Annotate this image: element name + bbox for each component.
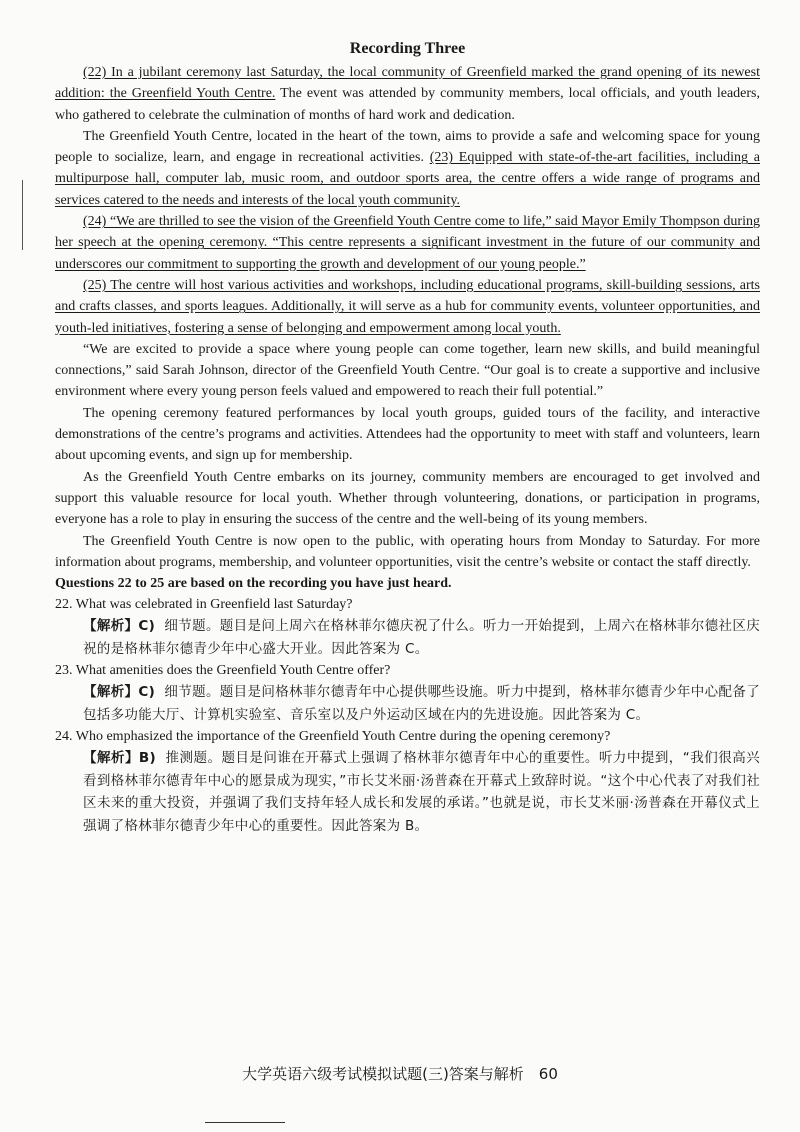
paragraph-25: [55, 275, 760, 339]
question-23: 23. What amenities does the Greenfield Youth Centre offer?: [55, 663, 391, 679]
underlined-answer-24: (24) “We are thrilled to see the vision of the Greenfield Youth Centre come to life,” said Mayor Emily Thompson during her speech at the opening ceremony. “This centre represents a significant investment in the future of our community and underscores our commitment to supporting the growth and development of our young people.”: [55, 214, 760, 272]
paragraph-6: The opening ceremony featured performances by local youth groups, guided tours of the facility, and interactive demonstrations of the centre’s programs and activities. Attendees had the opportunity to meet with staff and volunteers, learn about upcoming events, and sign up for membership.: [55, 405, 760, 464]
question-24: 24. Who emphasized the importance of the Greenfield Youth Centre during the opening ceremony?: [55, 729, 611, 745]
page-footer: 大学英语六级考试模拟试题(三)答案与解析 60: [242, 1065, 558, 1083]
analysis-22: 【解析】C) 细节题。题目是问上周六在格林菲尔德庆祝了什么。听力一开始提到，上周六在格林菲尔德社区庆祝的是格林菲尔德青少年中心盛大开业。因此答案为 C。: [83, 618, 760, 657]
section-heading: Recording Three: [349, 40, 466, 57]
paragraph-8: The Greenfield Youth Centre is now open to the public, with operating hours from Monday to Saturday. For more information about programs, membership, and volunteer opportunities, visit the centre’s website or contact the staff directly.: [55, 533, 760, 570]
questions-heading: Questions 22 to 25 are based on the recording you have just heard.: [55, 576, 452, 592]
analysis-23: 【解析】C) 细节题。题目是问格林菲尔德青年中心提供哪些设施。听力中提到，格林菲尔德青少年中心配备了包括多功能大厅、计算机实验室、音乐室以及户外运动区域在内的先进设施。因此答案为 C。: [83, 684, 760, 723]
underlined-answer-25: (25) The centre will host various activities and workshops, including educational programs, skill-building sessions, arts and crafts classes, and sports leagues. Additionally, it will serve as a hub for community events, volunteer opportunities, and youth-led initiatives, fostering a sense of belonging and empowerment among local youth.: [55, 277, 760, 336]
underlined-answer-22: (22) In a jubilant ceremony last Saturday, the local community of Greenfield marked the grand opening of its newest addition: the Greenfield Youth Centre.: [55, 65, 760, 102]
underlined-answer-23: (23) Equipped with state-of-the-art facilities, including a multipurpose hall, computer lab, music room, and outdoor sports area, the centre offers a wide range of programs and services catered to the needs and interests of the local youth community.: [55, 150, 760, 208]
page: [55, 40, 760, 837]
analysis-24: 【解析】B) 推测题。题目是问谁在开幕式上强调了格林菲尔德青年中心的重要性。听力中提到，“我们很高兴看到格林菲尔德青年中心的愿景成为现实，”市长艾米丽·汤普森在开幕式上致辞时说。“这个中心代表了对我们社区未来的重大投资，并强调了我们支持年轻人成长和发展的承诺。”也就是说，市长艾米丽·汤普森在开幕仪式上强调了格林菲尔德青少年中心的重要性。因此答案为 B。: [83, 750, 760, 834]
bottom-divider: [205, 1122, 285, 1123]
paragraph-7: As the Greenfield Youth Centre embarks on its journey, community members are encouraged to get involved and support this valuable resource for local youth. Whether through volunteering, donations, or participation in programs, everyone has a role to play in ensuring the success of the centre and the well-being of its young members.: [55, 469, 760, 528]
paragraph-22: (22) In a jubilant ceremony last Saturday, the local community of Greenfield marked the grand opening of its newest addition: the Greenfield Youth Centre. The event was attended by community members, local officials, and youth leaders, who gathered to celebrate the culmination of months of hard work and dedication.: [55, 65, 760, 123]
margin-mark: [22, 180, 23, 250]
question-22: 22. What was celebrated in Greenfield last Saturday?: [55, 597, 353, 613]
paragraph-5: “We are excited to provide a space where young people can come together, learn new skills, and build meaningful connections,” said Sarah Johnson, director of the Greenfield Youth Centre. “Our goal is to create a supportive and inclusive environment where every young person feels valued and empowered to reach their full potential.”: [55, 341, 760, 400]
paragraph-24: [55, 211, 760, 275]
paragraph-23: The Greenfield Youth Centre, located in the heart of the town, aims to provide a safe and welcoming space for young people to socialize, learn, and engage in recreational activities. (23) Equipped with state-of-the-art facilities, including a multipurpose hall, computer lab, music room, and outdoor sports area, the centre offers a wide range of programs and services catered to the needs and interests of the local youth community.: [55, 128, 760, 208]
